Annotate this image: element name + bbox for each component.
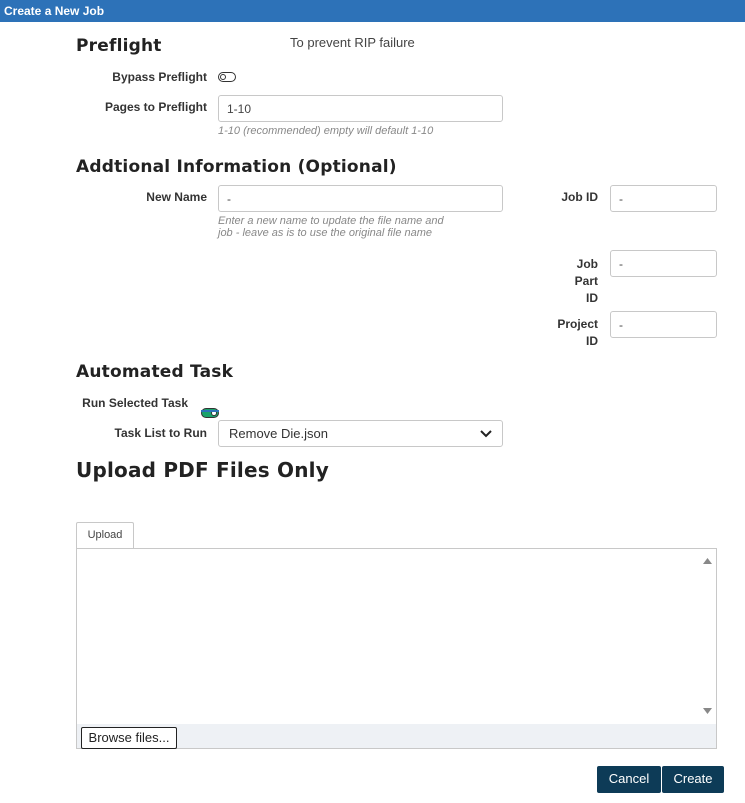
toggle-knob <box>220 74 226 80</box>
new-name-value: - <box>227 191 231 206</box>
new-name-label: New Name <box>146 190 207 204</box>
new-name-input[interactable] <box>218 185 503 212</box>
pages-to-preflight-input[interactable] <box>218 95 503 122</box>
job-part-id-input[interactable] <box>610 250 717 277</box>
create-button[interactable]: Create <box>662 766 724 793</box>
bypass-preflight-toggle[interactable] <box>218 72 236 82</box>
chevron-down-icon <box>480 427 492 441</box>
job-id-label: Job ID <box>561 190 598 204</box>
pages-to-preflight-value: 1-10 <box>227 101 252 116</box>
job-id-input[interactable] <box>610 185 717 212</box>
run-selected-task-label: Run Selected Task <box>82 396 188 410</box>
preflight-heading: Preflight <box>76 36 162 56</box>
job-part-label-line1: Job <box>576 257 598 271</box>
additional-info-heading: Addtional Information (Optional) <box>76 157 397 177</box>
project-id-value: - <box>619 317 623 332</box>
job-part-id-label <box>540 256 598 307</box>
toggle-focus-underline <box>201 410 219 412</box>
bypass-preflight-label: Bypass Preflight <box>112 70 207 84</box>
job-part-label-line3: ID <box>586 291 598 305</box>
task-list-selected: Remove Die.json <box>229 426 328 441</box>
upload-heading: Upload PDF Files Only <box>76 458 329 482</box>
upload-drop-area[interactable] <box>76 548 717 749</box>
project-label-line2: ID <box>586 334 598 348</box>
pages-to-preflight-label: Pages to Preflight <box>104 100 207 114</box>
scroll-up-icon[interactable] <box>703 557 712 566</box>
job-part-label-line2: Part <box>574 274 598 288</box>
automated-task-heading: Automated Task <box>76 362 234 382</box>
pages-to-preflight-hint: 1-10 (recommended) empty will default 1-10 <box>218 125 434 137</box>
new-name-hint-line2: job - leave as is to use the original file name <box>218 227 433 239</box>
project-id-label <box>540 316 598 350</box>
cancel-button[interactable]: Cancel <box>597 766 661 793</box>
task-list-select[interactable] <box>218 420 503 447</box>
job-part-id-value: - <box>619 256 623 271</box>
job-id-value: - <box>619 191 623 206</box>
window-title: Create a New Job <box>0 0 745 22</box>
preflight-note: To prevent RIP failure <box>290 35 415 50</box>
new-name-hint-line1: Enter a new name to update the file name and <box>218 215 444 227</box>
browse-files-button[interactable]: Browse files... <box>81 727 177 749</box>
project-label-line1: Project <box>557 317 598 331</box>
project-id-input[interactable] <box>610 311 717 338</box>
scroll-down-icon[interactable] <box>703 707 712 716</box>
task-list-label: Task List to Run <box>114 426 207 440</box>
upload-tab[interactable]: Upload <box>76 522 134 549</box>
